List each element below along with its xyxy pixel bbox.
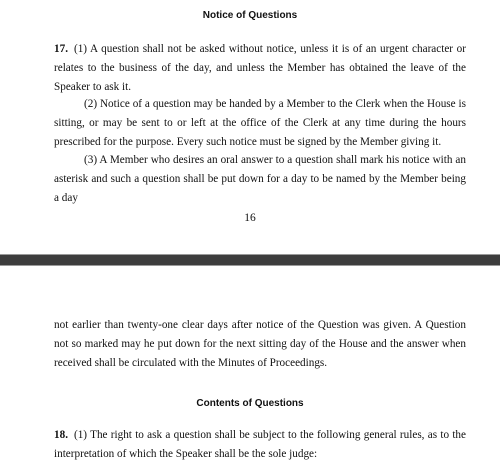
rule-17-continuation: not earlier than twenty-one clear days after notice of the Question was given. A Question not so marked may he put down for the next sitting day of the House and the answer when received shall be circulated with the Minutes of Proceedings. — [54, 319, 466, 369]
rule-17-p1-text: (1) A question shall not be asked without notice, unless it is of an urgent character or relates to the business of the day, and unless the Member has obtained the leave of the Speaker to ask it. — [54, 43, 466, 93]
rule-17-paragraph-3: (3) A Member who desires an oral answer to a question shall mark his notice with an asterisk and such a question shall be put down for a day to be named by the Member being a day — [54, 154, 466, 204]
rule-17-number: 17. — [54, 43, 68, 55]
rule-18-paragraph-1 — [54, 426, 466, 464]
page-break-divider — [0, 254, 500, 266]
notice-of-questions-heading: Notice of Questions — [202, 10, 298, 21]
rule-18-p1-text: (1) The right to ask a question shall be subject to the following general rules, as to the interpretation of which the Speaker shall be the sole judge: — [54, 429, 466, 460]
page-number: 16 — [244, 212, 256, 224]
rule-17-paragraph-1 — [54, 40, 466, 97]
rule-17-paragraph-2: (2) Notice of a question may be handed by a Member to the Clerk when the House is sitting, or may be sent to or left at the office of the Clerk at any time during the hours prescribed for the purpose. Every such notice must be signed by the Member giving it. — [54, 98, 466, 148]
contents-of-questions-heading: Contents of Questions — [196, 398, 304, 409]
rule-18-number: 18. — [54, 429, 68, 441]
